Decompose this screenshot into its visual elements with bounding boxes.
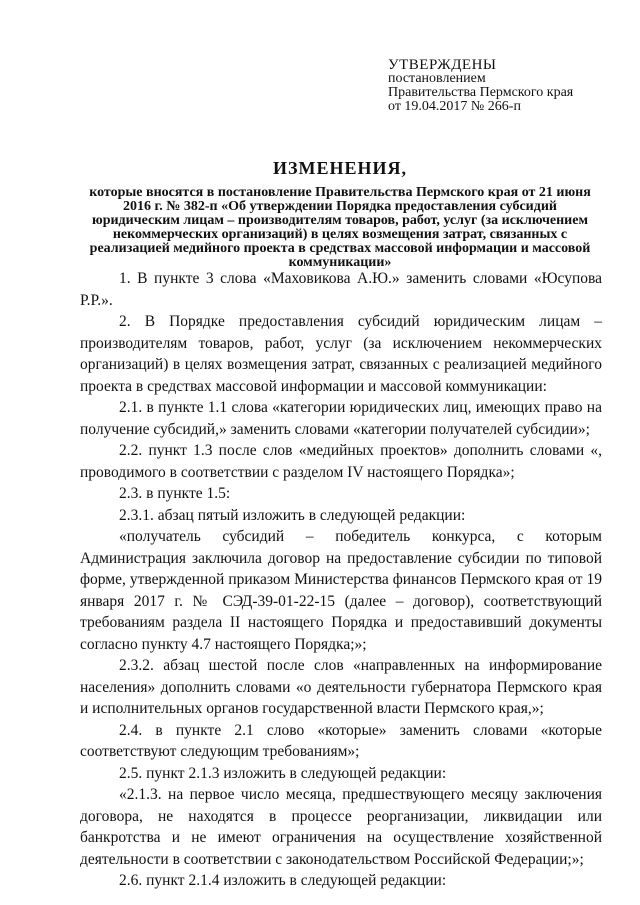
paragraph: 2.2. пункт 1.3 после слов «медийных проектов» дополнить словами «, проводимого в соответствии с разделом IV настоящего Порядка»; (80, 442, 602, 481)
document-header (80, 158, 600, 270)
paragraph: 1. В пункте 3 слова «Маховикова А.Ю.» заменить словами «Юсупова Р.Р.». (80, 270, 602, 309)
paragraph: 2.3.2. абзац шестой после слов «направленных на информирование населения» дополнить словами «о деятельности губернатора Пермского края и исполнительных органов государственной власти Пермского края,»; (80, 657, 602, 717)
paragraph: 2.4. в пункте 2.1 слово «которые» заменить словами «которые соответствуют следующим требованиям»; (80, 721, 602, 760)
paragraph: 2.3. в пункте 1.5: (119, 485, 231, 502)
approval-line: от 19.04.2017 № 266-п (388, 99, 521, 114)
paragraph: «2.1.3. на первое число месяца, предшествующего месяцу заключения договора, не находятся в процессе реорганизации, ликвидации или банкротства и не имеют ограничения на осуществление хозяйственной деятельности в соответствии с законодательством Российской Федерации;»; (80, 786, 602, 868)
paragraph: 2.1. в пункте 1.1 слова «категории юридических лиц, имеющих право на получение субсидий,» заменить словами «категории получателей субсидии»; (80, 399, 602, 438)
paragraph: 2.6. пункт 2.1.4 изложить в следующей редакции: (119, 872, 447, 889)
document-body (80, 268, 602, 892)
paragraph: 2.3.1. абзац пятый изложить в следующей редакции: (119, 506, 466, 524)
approval-line: постановлением (388, 71, 486, 86)
document-title: ИЗМЕНЕНИЯ, (272, 158, 407, 178)
paragraph: 2.5. пункт 2.1.3 изложить в следующей редакции: (119, 764, 447, 782)
paragraph: «получатель субсидий – победитель конкурса, с которым Администрация заключила договор на предоставление субсидии по типовой форме, утвержденной приказом Министерства финансов Пермского края от 19 января 2017 г. № СЭД-39-01-22-15 (далее – договор), соответствующий требованиям раздела II настоящего Порядка и предоставивший документы согласно пункту 4.7 настоящего Порядка;»; (80, 528, 602, 653)
approval-stamp (388, 58, 573, 114)
approval-heading: УТВЕРЖДЕНЫ (388, 57, 497, 73)
approval-line: Правительства Пермского края (388, 85, 574, 100)
document-subtitle: которые вносятся в постановление Правительства Пермского края от 21 июня 2016 г. № 382-п «Об утверждении Порядка предоставления субсидий юридическим лицам – производителям товаров, работ, услуг (за исключением некоммерческих организаций) в целях возмещения затрат, связанных с реализацией медийного проекта в средствах массовой информации и массовой коммуникации» (89, 185, 591, 270)
paragraph: 2. В Порядке предоставления субсидий юридическим лицам – производителям товаров, работ, услуг (за исключением некоммерческих организаций) в целях возмещения затрат, связанных с реализацией медийного проекта в средствах массовой информации и массовой коммуникации: (80, 313, 602, 395)
